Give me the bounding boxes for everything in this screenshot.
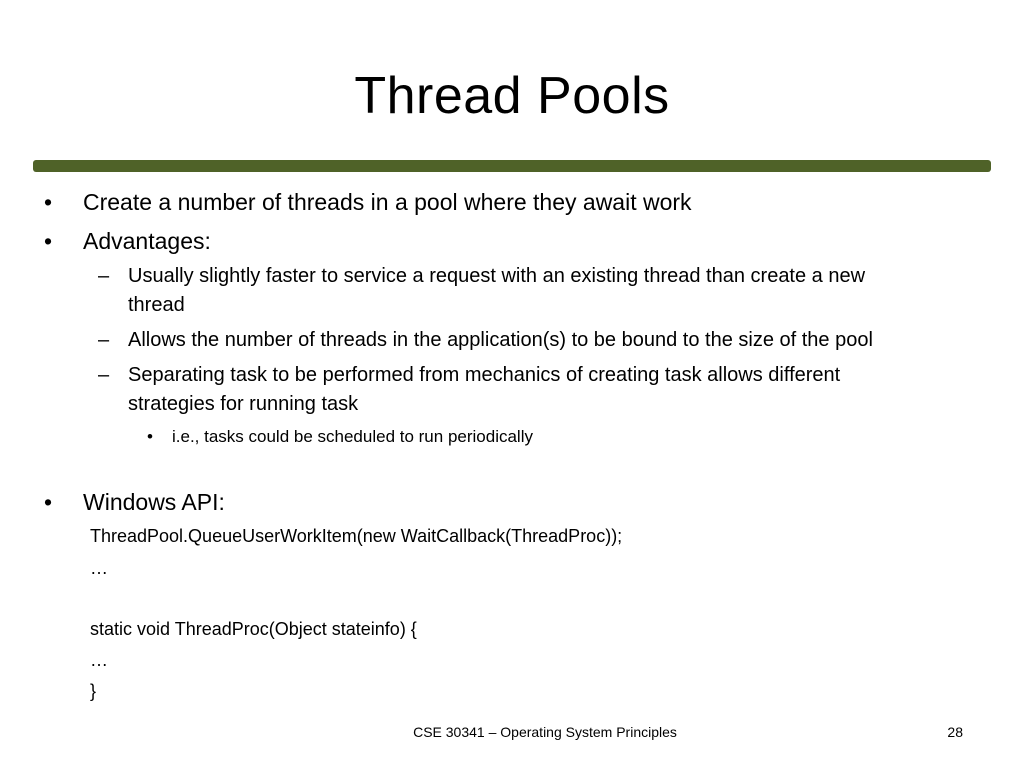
sub-bullet-faster-line2: thread [128,294,185,316]
dash-marker: – [98,265,110,287]
code-line-queue: ThreadPool.QueueUserWorkItem(new WaitCallback(ThreadProc)); [90,526,623,546]
code-line-threadproc: static void ThreadProc(Object stateinfo) { [90,619,417,639]
slide-title: Thread Pools [354,67,670,125]
sub-bullet-bound-threads: Allows the number of threads in the application(s) to be bound to the size of the pool [128,329,873,351]
slide-number: 28 [947,724,963,740]
sub-bullet-faster-line1: Usually slightly faster to service a request with an existing thread than create a new [128,265,866,287]
code-line-close-brace: } [90,681,97,701]
sub-bullet-separating-line1: Separating task to be performed from mechanics of creating task allows different [128,364,841,386]
code-line-ellipsis: … [90,558,108,578]
footer-course-title: CSE 30341 – Operating System Principles [413,724,677,740]
bullet-marker: • [44,189,53,215]
sub-sub-bullet-periodic: i.e., tasks could be scheduled to run periodically [172,427,533,446]
code-line-ellipsis: … [90,650,108,670]
bullet-windows-api: Windows API: [83,489,225,515]
dash-marker: – [98,364,110,386]
bullet-marker: • [44,489,53,515]
bullet-marker: • [147,427,153,446]
title-divider-bar [33,160,991,172]
bullet-marker: • [44,228,53,254]
bullet-advantages: Advantages: [83,228,211,254]
sub-bullet-separating-line2: strategies for running task [128,393,359,415]
bullet-create-pool: Create a number of threads in a pool where they await work [83,189,692,215]
dash-marker: – [98,329,110,351]
